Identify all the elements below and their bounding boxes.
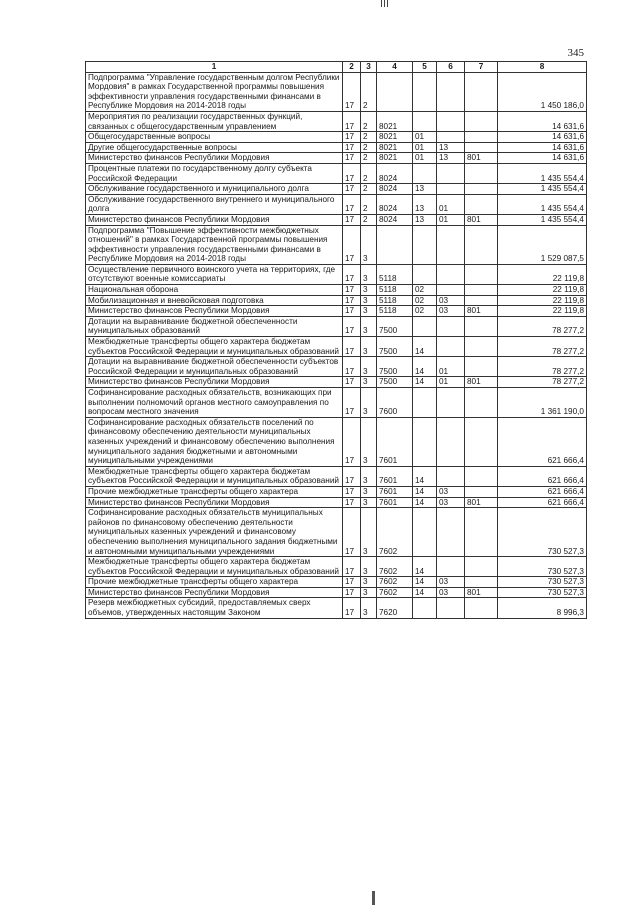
row-code	[413, 111, 437, 131]
header-cell: 8	[498, 62, 587, 73]
row-code: 7500	[377, 316, 413, 336]
row-code: 13	[437, 142, 465, 153]
row-code: 17	[343, 466, 361, 486]
row-code: 7620	[377, 598, 413, 618]
row-code	[437, 132, 465, 143]
table-row	[86, 388, 587, 418]
row-code: 17	[343, 163, 361, 183]
row-code: 3	[361, 417, 377, 466]
row-code: 17	[343, 72, 361, 111]
row-amount: 621 666,4	[498, 417, 587, 466]
row-code: 17	[343, 184, 361, 195]
row-code: 5118	[377, 306, 413, 317]
row-code	[465, 486, 498, 497]
row-code	[377, 72, 413, 111]
row-code: 14	[413, 466, 437, 486]
row-code: 7500	[377, 337, 413, 357]
row-code	[413, 508, 437, 557]
row-code: 8024	[377, 214, 413, 225]
row-amount: 730 527,3	[498, 577, 587, 588]
row-code: 14	[413, 357, 437, 377]
row-code	[413, 417, 437, 466]
row-code: 3	[361, 466, 377, 486]
row-code	[465, 194, 498, 214]
row-amount: 621 666,4	[498, 497, 587, 508]
row-code: 3	[361, 497, 377, 508]
row-code: 801	[465, 587, 498, 598]
table-row	[86, 497, 587, 508]
table-row	[86, 316, 587, 336]
row-code	[437, 598, 465, 618]
row-code: 17	[343, 142, 361, 153]
table-row	[86, 306, 587, 317]
row-code: 8024	[377, 184, 413, 195]
row-code: 3	[361, 388, 377, 418]
row-code	[437, 316, 465, 336]
row-name: Процентные платежи по государственному долгу субъекта Российской Федерации	[86, 163, 343, 183]
row-code: 801	[465, 153, 498, 164]
row-amount: 1 435 554,4	[498, 163, 587, 183]
row-code	[413, 163, 437, 183]
row-code: 03	[437, 295, 465, 306]
row-code: 3	[361, 486, 377, 497]
row-name: Общегосударственные вопросы	[86, 132, 343, 143]
row-amount: 1 435 554,4	[498, 194, 587, 214]
row-amount: 78 277,2	[498, 357, 587, 377]
row-code: 8021	[377, 142, 413, 153]
table-row	[86, 417, 587, 466]
row-code: 2	[361, 111, 377, 131]
row-code	[465, 598, 498, 618]
row-code	[465, 337, 498, 357]
row-code: 5118	[377, 285, 413, 296]
row-amount: 730 527,3	[498, 587, 587, 598]
header-cell: 7	[465, 62, 498, 73]
row-code: 01	[413, 142, 437, 153]
row-amount: 14 631,6	[498, 153, 587, 164]
row-amount: 1 435 554,4	[498, 214, 587, 225]
row-amount: 730 527,3	[498, 508, 587, 557]
header-cell: 4	[377, 62, 413, 73]
header-cell: 1	[86, 62, 343, 73]
row-name: Министерство финансов Республики Мордовия	[86, 497, 343, 508]
row-code: 3	[361, 508, 377, 557]
row-code	[437, 163, 465, 183]
row-name: Дотации на выравнивание бюджетной обеспеченности муниципальных образований	[86, 316, 343, 336]
row-code: 01	[437, 194, 465, 214]
row-code: 01	[413, 132, 437, 143]
table-row	[86, 377, 587, 388]
row-code: 2	[361, 132, 377, 143]
row-amount: 1 435 554,4	[498, 184, 587, 195]
header-cell: 2	[343, 62, 361, 73]
row-code	[413, 316, 437, 336]
header-cell: 5	[413, 62, 437, 73]
row-code: 7600	[377, 388, 413, 418]
row-code	[465, 111, 498, 131]
row-code: 14	[413, 557, 437, 577]
row-code	[465, 508, 498, 557]
row-name: Прочие межбюджетные трансферты общего характера	[86, 577, 343, 588]
table-row	[86, 153, 587, 164]
row-code: 2	[361, 142, 377, 153]
row-amount: 22 119,8	[498, 264, 587, 284]
row-name: Софинансирование расходных обязательств поселений по финансовому обеспечению деятельности муниципальных казенных учреждений и финансовому обеспечению выполнения муниципального задания бюджетными и автономными муниципальными учреждениями	[86, 417, 343, 466]
row-code: 01	[437, 377, 465, 388]
row-name: Министерство финансов Республики Мордовия	[86, 214, 343, 225]
row-code: 17	[343, 153, 361, 164]
row-code: 7602	[377, 587, 413, 598]
row-code: 17	[343, 497, 361, 508]
row-name: Мероприятия по реализации государственных функций, связанных с общегосударственным управлением	[86, 111, 343, 131]
row-code: 7601	[377, 486, 413, 497]
row-code	[465, 577, 498, 588]
row-code: 17	[343, 132, 361, 143]
row-code: 17	[343, 214, 361, 225]
table-row	[86, 163, 587, 183]
row-code: 14	[413, 486, 437, 497]
table-row	[86, 557, 587, 577]
row-code: 17	[343, 316, 361, 336]
row-code: 8021	[377, 111, 413, 131]
row-code	[437, 417, 465, 466]
row-amount: 621 666,4	[498, 466, 587, 486]
row-code	[437, 285, 465, 296]
row-amount: 22 119,8	[498, 285, 587, 296]
table-row	[86, 194, 587, 214]
row-code: 02	[413, 285, 437, 296]
row-code: 17	[343, 388, 361, 418]
row-amount: 621 666,4	[498, 486, 587, 497]
row-code	[465, 417, 498, 466]
row-code: 17	[343, 557, 361, 577]
row-code: 3	[361, 316, 377, 336]
row-code: 14	[413, 337, 437, 357]
table-row	[86, 466, 587, 486]
table-row	[86, 337, 587, 357]
budget-table	[85, 61, 587, 619]
row-code: 3	[361, 357, 377, 377]
row-code: 02	[413, 295, 437, 306]
row-code: 3	[361, 264, 377, 284]
row-code: 01	[413, 153, 437, 164]
row-code: 2	[361, 72, 377, 111]
row-code	[413, 264, 437, 284]
row-code: 7500	[377, 357, 413, 377]
row-code	[465, 466, 498, 486]
row-code	[437, 264, 465, 284]
table-row	[86, 577, 587, 588]
row-code	[437, 388, 465, 418]
row-code: 2	[361, 163, 377, 183]
row-name: Министерство финансов Республики Мордовия	[86, 587, 343, 598]
row-code: 8024	[377, 194, 413, 214]
row-code	[437, 337, 465, 357]
row-code: 17	[343, 225, 361, 264]
row-code	[465, 557, 498, 577]
row-code: 17	[343, 508, 361, 557]
row-code: 01	[437, 214, 465, 225]
row-code: 3	[361, 577, 377, 588]
row-code	[437, 184, 465, 195]
row-code: 03	[437, 497, 465, 508]
row-code: 8021	[377, 132, 413, 143]
row-amount: 14 631,6	[498, 142, 587, 153]
row-code: 17	[343, 111, 361, 131]
row-amount: 78 277,2	[498, 316, 587, 336]
row-code: 2	[361, 153, 377, 164]
row-code	[413, 225, 437, 264]
row-code: 801	[465, 377, 498, 388]
row-amount: 730 527,3	[498, 557, 587, 577]
row-code	[437, 111, 465, 131]
row-code: 3	[361, 337, 377, 357]
row-code: 17	[343, 264, 361, 284]
row-code	[437, 72, 465, 111]
row-name: Софинансирование расходных обязательств, возникающих при выполнении полномочий органов местного самоуправления по вопросам местного значения	[86, 388, 343, 418]
row-code: 8024	[377, 163, 413, 183]
row-name: Межбюджетные трансферты общего характера бюджетам субъектов Российской Федерации и муниципальных образований	[86, 557, 343, 577]
row-name: Министерство финансов Республики Мордовия	[86, 377, 343, 388]
row-code: 7602	[377, 557, 413, 577]
row-amount: 14 631,6	[498, 132, 587, 143]
row-code: 17	[343, 306, 361, 317]
row-amount: 1 529 087,5	[498, 225, 587, 264]
row-code	[413, 72, 437, 111]
row-code: 3	[361, 377, 377, 388]
row-code: 3	[361, 587, 377, 598]
header-cell: 6	[437, 62, 465, 73]
row-name: Другие общегосударственные вопросы	[86, 142, 343, 153]
row-code	[465, 264, 498, 284]
row-name: Мобилизационная и вневойсковая подготовка	[86, 295, 343, 306]
row-code: 03	[437, 577, 465, 588]
table-row	[86, 295, 587, 306]
row-code: 14	[413, 577, 437, 588]
table-row	[86, 111, 587, 131]
row-code: 17	[343, 577, 361, 588]
table-row	[86, 508, 587, 557]
row-code: 7601	[377, 466, 413, 486]
row-code: 17	[343, 598, 361, 618]
table-row	[86, 357, 587, 377]
row-code	[465, 316, 498, 336]
table-row	[86, 264, 587, 284]
table-row	[86, 214, 587, 225]
row-name: Подпрограмма "Повышение эффективности межбюджетных отношений" в рамках Государственной программы повышения эффективности управления государственными финансами в Республике Мордовия на 2014-2018 годы	[86, 225, 343, 264]
row-code: 03	[437, 486, 465, 497]
row-code: 13	[413, 214, 437, 225]
header-row	[86, 62, 587, 73]
row-code: 3	[361, 557, 377, 577]
binding-mark	[372, 891, 375, 905]
page-number: 345	[567, 47, 584, 59]
table-row	[86, 598, 587, 618]
row-code	[465, 225, 498, 264]
row-code: 17	[343, 486, 361, 497]
row-name: Обслуживание государственного и муниципального долга	[86, 184, 343, 195]
row-code: 3	[361, 306, 377, 317]
row-code: 7500	[377, 377, 413, 388]
row-code	[465, 388, 498, 418]
row-amount: 78 277,2	[498, 337, 587, 357]
row-code: 7602	[377, 508, 413, 557]
row-code	[413, 598, 437, 618]
row-name: Резерв межбюджетных субсидий, предоставляемых сверх объемов, утвержденных настоящим Законом	[86, 598, 343, 618]
row-code: 5118	[377, 264, 413, 284]
row-name: Межбюджетные трансферты общего характера бюджетам субъектов Российской Федерации и муниципальных образований	[86, 466, 343, 486]
row-code: 3	[361, 598, 377, 618]
table-row	[86, 72, 587, 111]
row-amount: 8 996,3	[498, 598, 587, 618]
row-code: 13	[413, 194, 437, 214]
table-row	[86, 184, 587, 195]
row-code: 2	[361, 214, 377, 225]
row-code	[437, 225, 465, 264]
row-name: Национальная оборона	[86, 285, 343, 296]
row-code: 801	[465, 306, 498, 317]
row-code	[465, 295, 498, 306]
row-code: 7602	[377, 577, 413, 588]
row-name: Дотации на выравнивание бюджетной обеспеченности субъектов Российской Федерации и муниципальных образований	[86, 357, 343, 377]
row-code: 17	[343, 357, 361, 377]
row-amount: 1 361 190,0	[498, 388, 587, 418]
row-code: 17	[343, 587, 361, 598]
row-code: 801	[465, 497, 498, 508]
row-code: 14	[413, 587, 437, 598]
row-amount: 1 450 186,0	[498, 72, 587, 111]
row-name: Обслуживание государственного внутреннего и муниципального долга	[86, 194, 343, 214]
row-code	[465, 163, 498, 183]
row-code: 17	[343, 285, 361, 296]
row-code	[465, 132, 498, 143]
row-code: 2	[361, 194, 377, 214]
row-code: 17	[343, 417, 361, 466]
header-cell: 3	[361, 62, 377, 73]
row-code: 13	[437, 153, 465, 164]
row-code: 14	[413, 497, 437, 508]
row-amount: 22 119,8	[498, 306, 587, 317]
row-code: 13	[413, 184, 437, 195]
row-code	[437, 557, 465, 577]
row-code: 2	[361, 184, 377, 195]
row-code	[465, 72, 498, 111]
row-name: Прочие межбюджетные трансферты общего характера	[86, 486, 343, 497]
row-code: 5118	[377, 295, 413, 306]
row-code	[377, 225, 413, 264]
row-name: Министерство финансов Республики Мордовия	[86, 153, 343, 164]
table-row	[86, 587, 587, 598]
row-code: 7601	[377, 417, 413, 466]
row-code: 02	[413, 306, 437, 317]
row-code: 8021	[377, 153, 413, 164]
row-name: Подпрограмма "Управление государственным долгом Республики Мордовия" в рамках Государственной программы повышения эффективности управления государственными финансами в Республике Мордовия на 2014-2018 годы	[86, 72, 343, 111]
row-code: 3	[361, 295, 377, 306]
row-amount: 14 631,6	[498, 111, 587, 131]
row-code	[465, 142, 498, 153]
table-row	[86, 142, 587, 153]
row-name: Софинансирование расходных обязательств муниципальных районов по финансовому обеспечению деятельности муниципальных казенных учреждений и финансовому обеспечению выполнения муниципального задания бюджетными и автономными муниципальными учреждениями	[86, 508, 343, 557]
row-code	[437, 466, 465, 486]
row-code: 17	[343, 194, 361, 214]
row-code: 14	[413, 377, 437, 388]
table-row	[86, 225, 587, 264]
binding-mark	[381, 0, 389, 7]
row-code: 801	[465, 214, 498, 225]
row-name: Межбюджетные трансферты общего характера бюджетам субъектов Российской Федерации и муниципальных образований	[86, 337, 343, 357]
row-code: 3	[361, 285, 377, 296]
row-code: 17	[343, 337, 361, 357]
row-name: Осуществление первичного воинского учета на территориях, где отсутствуют военные комиссариаты	[86, 264, 343, 284]
row-amount: 78 277,2	[498, 377, 587, 388]
table-row	[86, 285, 587, 296]
row-code: 03	[437, 587, 465, 598]
row-code	[465, 285, 498, 296]
row-name: Министерство финансов Республики Мордовия	[86, 306, 343, 317]
row-code: 17	[343, 377, 361, 388]
row-code	[465, 184, 498, 195]
row-code	[413, 388, 437, 418]
row-code: 03	[437, 306, 465, 317]
row-code	[437, 508, 465, 557]
table-row	[86, 486, 587, 497]
row-code: 7601	[377, 497, 413, 508]
row-code: 17	[343, 295, 361, 306]
row-code: 3	[361, 225, 377, 264]
row-code: 01	[437, 357, 465, 377]
table-row	[86, 132, 587, 143]
row-amount: 22 119,8	[498, 295, 587, 306]
row-code	[465, 357, 498, 377]
